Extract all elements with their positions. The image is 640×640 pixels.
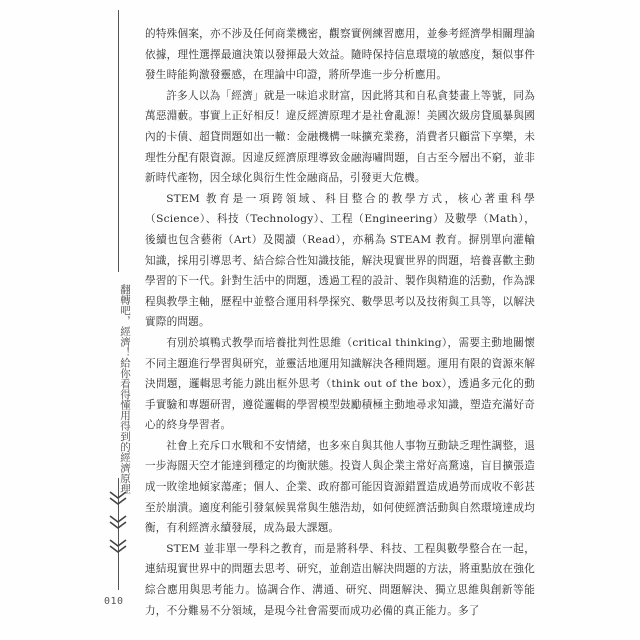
paragraph-6: STEM 並非單一學科之教育，而是將科學、科技、工程與數學整合在一起，連結現實世界中的問題去思考、研究，並創造出解決問題的方法，將重點放在強化綜合應用與思考能力。協調合作、溝通、研究、問題解決、獨立思維與創新等能力，不分難易不分領域，是現今社會需要而成功必備的真正能力。多了 [145, 542, 535, 617]
paragraph-2: 許多人以為「經濟」就是一味追求財富，因此將其和自私貪婪畫上等號，同為萬惡淵藪。事實上正好相反！違反經濟原理才是社會亂源！美國次級房貸風暴與國內的卡債、超貸問題如出一轍：金融機構一味擴充業務，消費者只顧當下享樂，未理性分配有限資源。因違反經濟原理導致金融海嘯問題，自古至今層出不窮，並非新時代產物，因全球化與衍生性金融商品，引發更大危機。 [145, 89, 535, 185]
paragraph-3: STEM 教育是一項跨領域、科目整合的教學方式，核心著重科學（Science）、科技（Technology）、工程（Engineering）及數學（Math），後續也包含藝術（Art）及閱讀（Read），亦稱為 STEAM 教育。摒別單向灌輸知識，採用引導思考、結合綜合性知識技能，解決現實世界的問題，培養喜歡主動學習的下一代。針對生活中的問題，透過工程的設計、製作與精進的活動，作為課程與教學主軸，歷程中並整合運用科學探究、數學思考以及技術與工具等，以解決實際的問題。 [145, 192, 535, 329]
margin-rule-top [118, 10, 119, 272]
paragraph-1: 的特殊個案，亦不涉及任何商業機密，觀察實例練習應用，並參考經濟學相關理論依據，理性選擇最適決策以發揮最大效益。隨時保持信息環境的敏感度，類似事件發生時能夠激發靈感，在理論中印證，將所學進一步分析應用。 [145, 28, 535, 82]
paragraph-4: 有別於填鴨式教學而培養批判性思維（critical thinking），需要主動地關懷不同主題進行學習與研究，並靈活地運用知識解決各種問題。運用有限的資源來解決問題，邏輯思考能力跳出框外思考（think out of the box），透過多元化的動手實驗和專題研習，遵從邏輯的學習模型鼓勵積極主動地尋求知識，塑造充滿好奇心的終身學習者。 [145, 336, 535, 432]
running-title: 翻轉吧，經濟！給你看得懂用得到的經濟原理 [119, 284, 131, 494]
paragraph-5: 社會上充斥口水戰和不安情緒，也多來自與其他人事物互動缺乏理性調整，退一步海闊天空才能達到穩定的均衡狀態。投資人與企業主常好高騖遠，盲目擴張造成一敗塗地傾家蕩產；個人、企業、政府都可能因資源錯置造成過勞而成收不彰甚至於崩潰。適度利能引發氣候異常與生態浩劫，如何使經濟活動與自然環境達成均衡，有利經濟永續發展，成為最大課題。 [145, 439, 535, 535]
zigzag-ornament-icon [106, 488, 130, 562]
page-number: 010 [104, 596, 124, 607]
body-text [145, 24, 535, 621]
